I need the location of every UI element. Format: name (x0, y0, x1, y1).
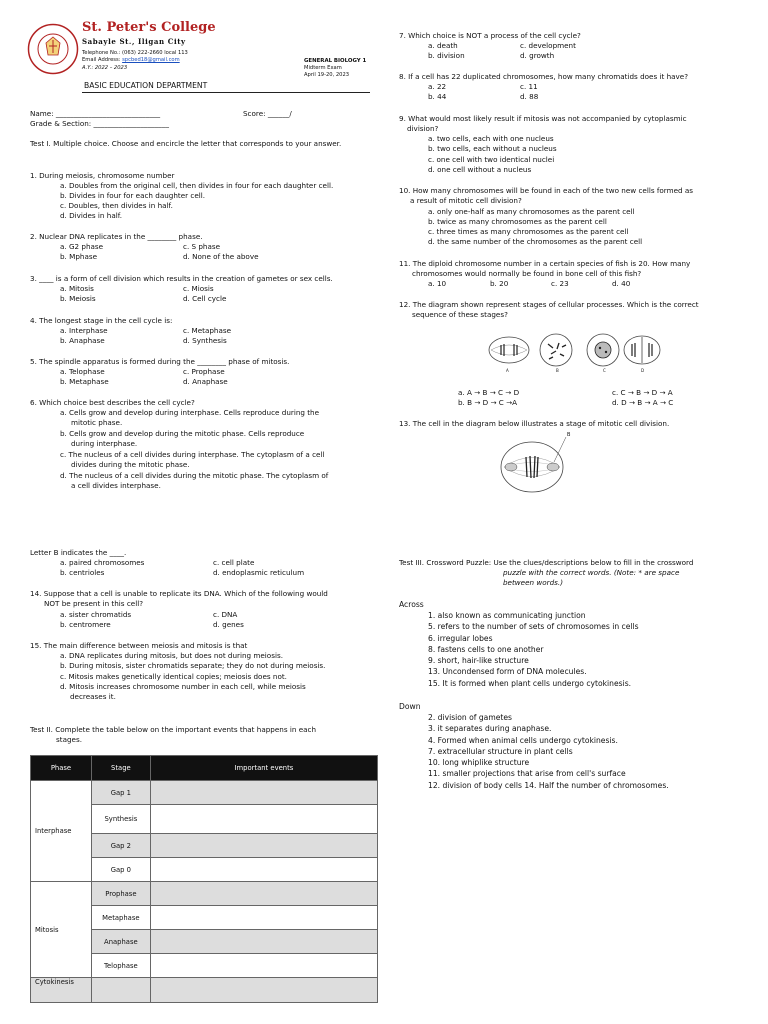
across-clue-9: 9. short, hair-like structure (428, 656, 529, 665)
q13-cell-diagram (498, 430, 580, 496)
events-cytokinesis[interactable] (150, 978, 377, 1003)
test3-note: puzzle with the correct words. (Note: * are space (503, 568, 680, 577)
q14-choice-c[interactable]: c. DNA (213, 610, 238, 619)
email-line (82, 57, 180, 63)
q2-choice-a[interactable]: a. G2 phase (60, 242, 104, 251)
q15-stem: 15. The main difference between meiosis and mitosis is that (30, 641, 248, 650)
q15-choice-d-line1[interactable]: d. Mitosis increases chromosome number in each cell, while meiosis (60, 682, 306, 691)
q7-choice-c[interactable]: c. development (520, 41, 576, 50)
q11-choice-d[interactable]: d. 40 (612, 279, 631, 288)
q3-choice-c[interactable]: c. Miosis (183, 284, 214, 293)
q9-stem-line2: division? (407, 124, 439, 133)
across-clue-5: 5. refers to the number of sets of chromosomes in cells (428, 622, 639, 631)
q8-choice-d[interactable]: d. 88 (520, 92, 539, 101)
across-clue-1: 1. also known as communicating junction (428, 611, 586, 620)
events-synthesis[interactable] (150, 805, 377, 834)
down-clue-2: 2. division of gametes (428, 713, 513, 722)
q13-choice-c[interactable]: c. cell plate (213, 558, 255, 567)
q8-choice-b[interactable]: b. 44 (428, 92, 447, 101)
events-table (30, 755, 378, 1003)
events-gap1[interactable] (150, 781, 377, 805)
q5-choice-c[interactable]: c. Prophase (183, 367, 225, 376)
stage-gap1: Gap 1 (91, 781, 150, 805)
stage-prophase: Prophase (91, 882, 150, 906)
school-address: Sabayle St., Iligan City (82, 37, 186, 46)
q8-choice-a[interactable]: a. 22 (428, 82, 447, 91)
down-clue-12: 12. division of body cells 14. Half the number of chromosomes. (428, 781, 669, 790)
exam-date: April 19-20, 2023 (304, 72, 350, 78)
department-title: BASIC EDUCATION DEPARTMENT (84, 81, 208, 90)
q6-choice-c-line2: divides during the mitotic phase. (71, 460, 190, 469)
q6-choice-a-line2: mitotic phase. (71, 418, 123, 427)
stage-gap2: Gap 2 (91, 834, 150, 858)
header-rule (82, 92, 370, 93)
q12-cell-diagram (487, 326, 663, 376)
events-gap2[interactable] (150, 834, 377, 858)
across-clue-8: 8. fastens cells to one another (428, 645, 544, 654)
telephone: Telephone No.: (063) 222-2660 local 113 (82, 50, 188, 56)
stage-telophase: Telophase (91, 954, 150, 978)
q11-stem-line1: 11. The diploid chromosome number in a certain species of fish is 20. How many (399, 259, 691, 268)
q12-label-b: B (556, 368, 559, 373)
q10-stem-line2: a result of mitotic cell division? (410, 196, 522, 205)
q13-choice-d[interactable]: d. endoplasmic reticulum (213, 568, 305, 577)
q13-continued: Letter B indicates the ____. (30, 548, 127, 557)
q15-choice-a[interactable]: a. DNA replicates during mitosis, but does not during meiosis. (60, 651, 283, 660)
q9-choice-d[interactable]: d. one cell without a nucleus (428, 165, 532, 174)
test1-instructions: Test I. Multiple choice. Choose and encircle the letter that corresponds to your answer. (30, 139, 342, 148)
events-metaphase[interactable] (150, 906, 377, 930)
stage-gap0: Gap 0 (91, 858, 150, 882)
q2-choice-c[interactable]: c. S phase (183, 242, 221, 251)
table-header-row (31, 756, 378, 781)
q14-stem-line1: 14. Suppose that a cell is unable to replicate its DNA. Which of the following would (30, 589, 328, 598)
table-row (31, 978, 378, 1003)
q15-choice-c[interactable]: c. Mitosis makes genetically identical copies; meiosis does not. (60, 672, 287, 681)
q7-choice-a[interactable]: a. death (428, 41, 458, 50)
test3-instructions-line2 (503, 568, 679, 578)
test2-instructions-line2: stages. (56, 735, 82, 744)
q6-choice-c-line1[interactable]: c. The nucleus of a cell divides during interphase. The cytoplasm of a cell (60, 450, 325, 459)
phase-interphase: Interphase (31, 781, 92, 882)
q15-choice-d-line2: decreases it. (70, 692, 116, 701)
q7-choice-b[interactable]: b. division (428, 51, 465, 60)
q12-label-d: D (641, 368, 645, 373)
q12-choice-a[interactable]: a. A → B → C → D (458, 388, 520, 397)
q1-choice-b[interactable]: b. Divides in four for each daughter cell. (60, 191, 206, 200)
q9-choice-a[interactable]: a. two cells, each with one nucleus (428, 134, 554, 143)
events-telophase[interactable] (150, 954, 377, 978)
cell-stage-d (624, 336, 660, 364)
q14-choice-b[interactable]: b. centromere (60, 620, 111, 629)
academic-year: A.Y.: 2022 – 2023 (82, 65, 128, 71)
q1-stem: 1. During meiosis, chromosome number (30, 171, 175, 180)
q5-choice-d[interactable]: d. Anaphase (183, 377, 228, 386)
q6-choice-d-line2: a cell divides interphase. (71, 481, 161, 490)
across-title: Across (399, 600, 424, 609)
q12-label-a: A (506, 368, 509, 373)
test3-instructions-line3: between words.) (503, 578, 563, 587)
subject-title: GENERAL BIOLOGY 1 (304, 58, 367, 64)
stage-synthesis: Synthesis (91, 805, 150, 834)
q6-choice-d-line1[interactable]: d. The nucleus of a cell divides during the mitotic phase. The cytoplasm of (60, 471, 329, 480)
across-clue-13: 13. Uncondensed form of DNA molecules. (428, 667, 587, 676)
across-clue-6: 6. irregular lobes (428, 634, 493, 643)
name-field[interactable]: Name: _____________________________ (30, 109, 161, 118)
q10-stem-line1: 10. How many chromosomes will be found in each of the two new cells formed as (399, 186, 694, 195)
test3-instructions-line1: Test III. Crossword Puzzle: Use the clues/descriptions below to fill in the crossword (399, 558, 694, 567)
q12-label-c: C (603, 368, 606, 373)
cell-stage-b (540, 334, 572, 366)
q5-choice-b[interactable]: b. Metaphase (60, 377, 109, 386)
q4-choice-d[interactable]: d. Synthesis (183, 336, 227, 345)
q11-choice-a[interactable]: a. 10 (428, 279, 447, 288)
q6-choice-b-line1[interactable]: b. Cells grow and develop during the mitotic phase. Cells reproduce (60, 429, 305, 438)
school-seal (27, 23, 79, 75)
phase-cytokinesis: Cytokinesis (31, 978, 92, 1003)
exam-title: Midterm Exam (304, 65, 342, 71)
school-name: St. Peter's College (82, 20, 216, 35)
q13-stem: 13. The cell in the diagram below illustrates a stage of mitotic cell division. (399, 419, 670, 428)
q2-choice-b[interactable]: b. Mphase (60, 252, 98, 261)
cell-stage-a (489, 337, 529, 363)
q13-diagram-label: B (567, 432, 571, 438)
q10-choice-c[interactable]: c. three times as many chromosomes as the parent cell (428, 227, 629, 236)
q1-choice-c[interactable]: c. Doubles, then divides in half. (60, 201, 173, 210)
q12-choice-b[interactable]: b. B → D → C →A (458, 398, 518, 407)
down-clue-10: 10. long whiplike structure (428, 758, 530, 767)
q11-choice-b[interactable]: b. 20 (490, 279, 509, 288)
q10-choice-a[interactable]: a. only one-half as many chromosomes as the parent cell (428, 207, 635, 216)
table-row (31, 781, 378, 805)
down-clue-4: 4. Formed when animal cells undergo cytokinesis. (428, 736, 618, 745)
q8-choice-c[interactable]: c. 11 (520, 82, 538, 91)
q9-choice-b[interactable]: b. two cells, each without a nucleus (428, 144, 557, 153)
grade-section-field[interactable]: Grade & Section: _____________________ (30, 119, 169, 128)
header-phase: Phase (31, 756, 92, 781)
q12-stem-line2: sequence of these stages? (412, 310, 508, 319)
q10-choice-b[interactable]: b. twice as many chromosomes as the parent cell (428, 217, 607, 226)
q14-choice-a[interactable]: a. sister chromatids (60, 610, 132, 619)
down-clue-7: 7. extracellular structure in plant cells (428, 747, 573, 756)
score-field[interactable]: Score: ______/ (243, 109, 292, 118)
q12-choice-c[interactable]: c. C → B → D → A (612, 388, 673, 397)
across-clue-15: 15. It is formed when plant cells undergo cytokinesis. (428, 679, 632, 688)
q2-stem: 2. Nuclear DNA replicates in the ________ phase. (30, 232, 203, 241)
q3-stem: 3. ____ is a form of cell division which results in the creation of gametes or sex cells. (30, 274, 333, 283)
header-stage: Stage (91, 756, 150, 781)
q4-choice-b[interactable]: b. Anaphase (60, 336, 105, 345)
q7-choice-d[interactable]: d. growth (520, 51, 555, 60)
q9-stem-line1: 9. What would most likely result if mitosis was not accompanied by cytoplasmic (399, 114, 687, 123)
events-anaphase[interactable] (150, 930, 377, 954)
q3-choice-a[interactable]: a. Mitosis (60, 284, 94, 293)
q11-stem-line2: chromosomes would normally be found in bone cell of this fish? (412, 269, 642, 278)
q15-choice-b[interactable]: b. During mitosis, sister chromatids separate; they do not during meiosis. (60, 661, 326, 670)
q5-stem: 5. The spindle apparatus is formed during the ________ phase of mitosis. (30, 357, 290, 366)
q12-stem-line1: 12. The diagram shown represent stages of cellular processes. Which is the correct (399, 300, 699, 309)
q4-choice-a[interactable]: a. Interphase (60, 326, 108, 335)
q3-choice-d[interactable]: d. Cell cycle (183, 294, 227, 303)
events-gap0[interactable] (150, 858, 377, 882)
down-clue-3: 3. it separates during anaphase. (428, 724, 552, 733)
stage-cytokinesis (91, 978, 150, 1003)
table-row (31, 882, 378, 906)
q1-choice-d[interactable]: d. Divides in half. (60, 211, 123, 220)
stage-metaphase: Metaphase (91, 906, 150, 930)
down-clue-11: 11. smaller projections that arise from cell's surface (428, 769, 626, 778)
q7-stem: 7. Which choice is NOT a process of the cell cycle? (399, 31, 581, 40)
q14-choice-d[interactable]: d. genes (213, 620, 244, 629)
q6-stem: 6. Which choice best describes the cell cycle? (30, 398, 195, 407)
q11-choice-c[interactable]: c. 23 (551, 279, 569, 288)
email-link[interactable]: spcbed18@gmail.com (122, 57, 180, 63)
q8-stem: 8. If a cell has 22 duplicated chromosomes, how many chromatids does it have? (399, 72, 689, 81)
q4-choice-c[interactable]: c. Metaphase (183, 326, 232, 335)
q13-choice-b[interactable]: b. centrioles (60, 568, 105, 577)
q6-choice-b-line2: during interphase. (71, 439, 138, 448)
q1-choice-a[interactable]: a. Doubles from the original cell, then divides in four for each daughter cell. (60, 181, 334, 190)
phase-mitosis: Mitosis (31, 882, 92, 978)
q6-choice-a-line1[interactable]: a. Cells grow and develop during interphase. Cells reproduce during the (60, 408, 320, 417)
stage-anaphase: Anaphase (91, 930, 150, 954)
email-label: Email Address: (82, 57, 123, 63)
q2-choice-d[interactable]: d. None of the above (183, 252, 259, 261)
q4-stem: 4. The longest stage in the cell cycle is: (30, 316, 173, 325)
test2-instructions-line1: Test II. Complete the table below on the important events that happens in each (30, 725, 317, 734)
q14-stem-line2: NOT be present in this cell? (44, 599, 144, 608)
q3-choice-b[interactable]: b. Meiosis (60, 294, 96, 303)
q5-choice-a[interactable]: a. Telophase (60, 367, 105, 376)
events-prophase[interactable] (150, 882, 377, 906)
q10-choice-d[interactable]: d. the same number of the chromosomes as the parent cell (428, 237, 643, 246)
q9-choice-c[interactable]: c. one cell with two identical nuclei (428, 155, 555, 164)
header-events: Important events (150, 756, 377, 781)
down-title: Down (399, 702, 421, 711)
q13-choice-a[interactable]: a. paired chromosomes (60, 558, 145, 567)
cell-stage-c (587, 334, 619, 366)
q12-choice-d[interactable]: d. D → B → A → C (612, 398, 674, 407)
